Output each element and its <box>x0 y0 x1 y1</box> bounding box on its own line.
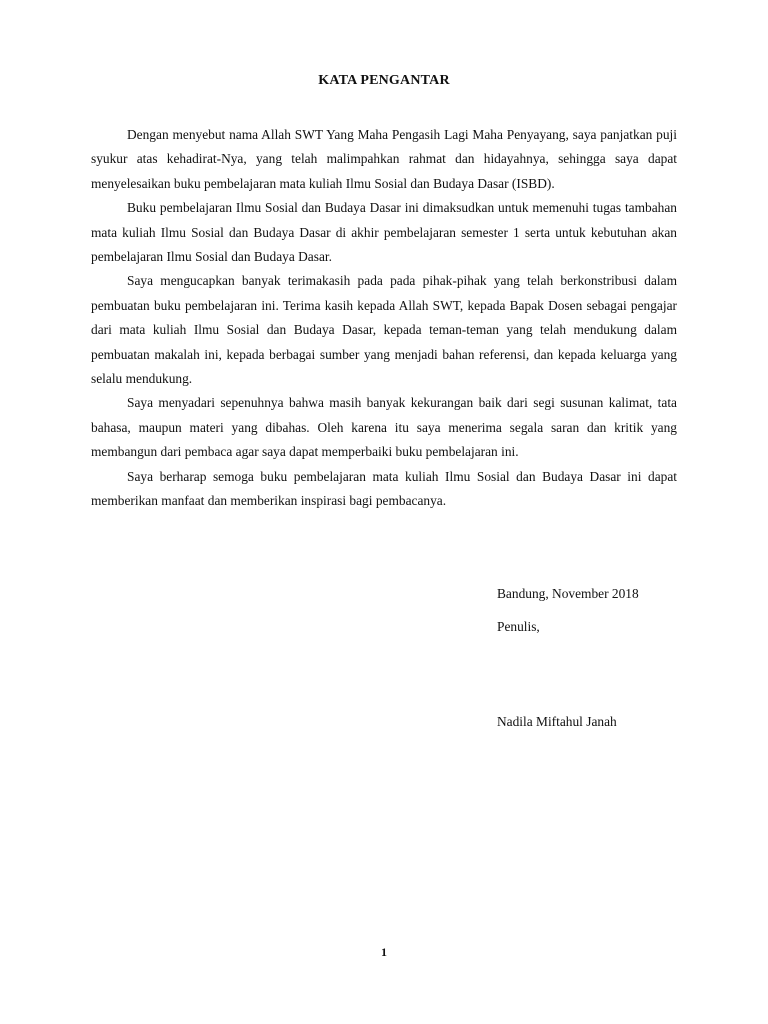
page-number: 1 <box>381 945 387 959</box>
body-text <box>91 123 677 514</box>
paragraph-shortcomings: Saya menyadari sepenuhnya bahwa masih banyak kekurangan baik dari segi susunan kalimat, tata bahasa, maupun materi yang dibahas. Oleh karena itu saya menerima segala saran dan kritik yang membangun dari pembaca agar saya dapat memperbaiki buku pembelajaran ini. <box>91 395 677 460</box>
paragraph-purpose: Buku pembelajaran Ilmu Sosial dan Budaya Dasar ini dimaksudkan untuk memenuhi tugas tambahan mata kuliah Ilmu Sosial dan Budaya Dasar di akhir pembelajaran semester 1 serta untuk kebutuhan akan pembelajaran Ilmu Sosial dan Budaya Dasar. <box>91 200 677 265</box>
paragraph-thanks: Saya mengucapkan banyak terimakasih pada pada pihak-pihak yang telah berkonstribusi dalam pembuatan buku pembelajaran ini. Terima kasih kepada Allah SWT, kepada Bapak Dosen sebagai pengajar dari mata kuliah Ilmu Sosial dan Budaya Dasar, kepada teman-teman yang telah mendukung dalam pembuatan makalah ini, kepada berbagai sumber yang menjadi bahan referensi, dan kepada keluarga yang selalu mendukung. <box>91 273 677 387</box>
signature-role: Penulis, <box>497 619 540 634</box>
page-title: KATA PENGANTAR <box>318 73 450 88</box>
signature-name: Nadila Miftahul Janah <box>497 714 617 729</box>
signature-place-date: Bandung, November 2018 <box>497 586 639 601</box>
paragraph-opening: Dengan menyebut nama Allah SWT Yang Maha Pengasih Lagi Maha Penyayang, saya panjatkan puji syukur atas kehadirat-Nya, yang telah malimpahkan rahmat dan hidayahnya, sehingga saya dapat menyelesaikan buku pembelajaran mata kuliah Ilmu Sosial dan Budaya Dasar (ISBD). <box>91 127 677 191</box>
paragraph-hope: Saya berharap semoga buku pembelajaran mata kuliah Ilmu Sosial dan Budaya Dasar ini dapat memberikan manfaat dan memberikan inspirasi bagi pembacanya. <box>91 468 677 509</box>
